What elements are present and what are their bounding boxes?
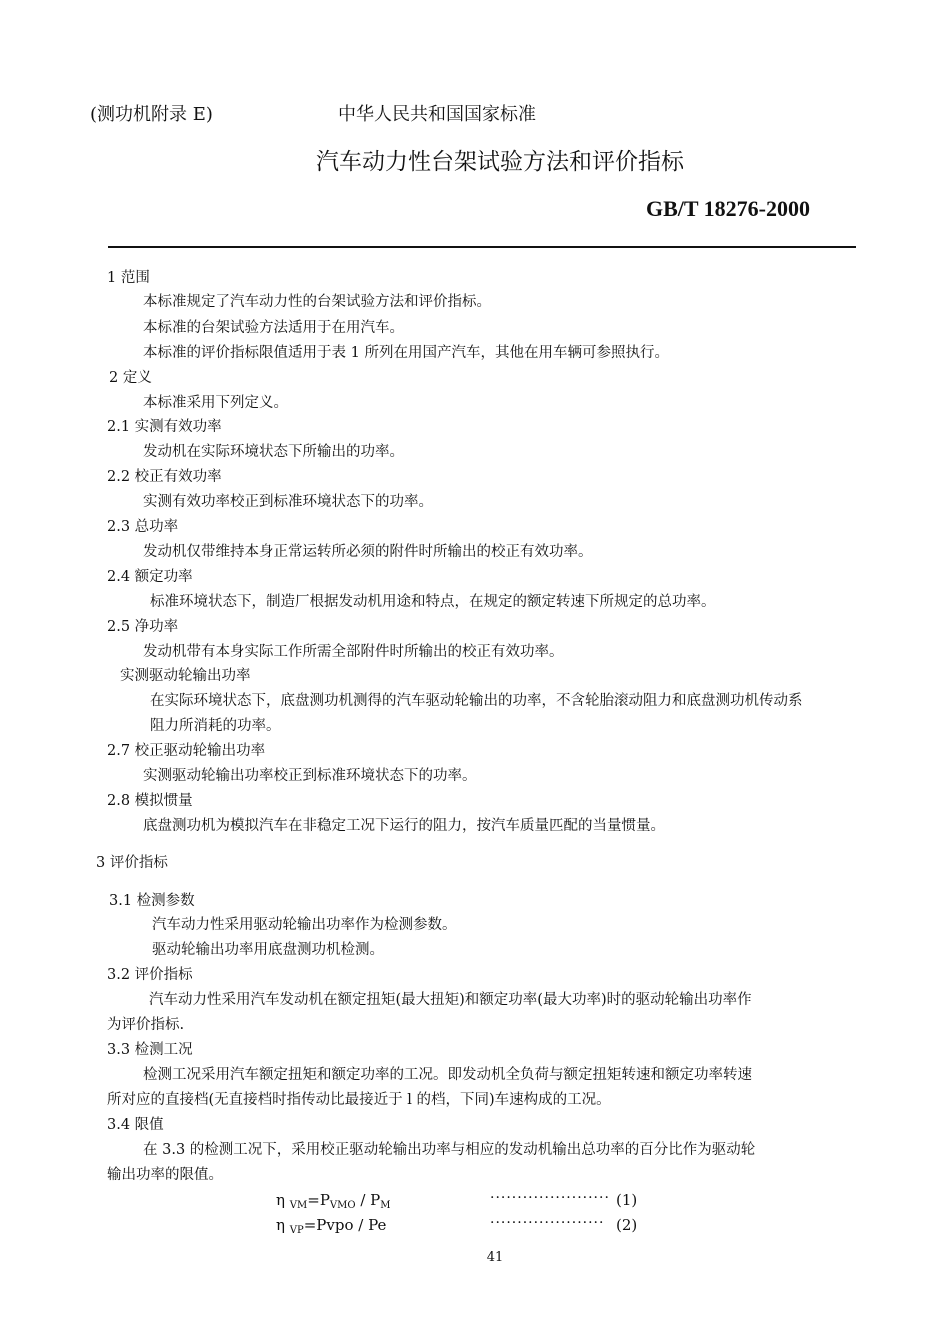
text-line: 标准环境状态下，制造厂根据发动机用途和特点，在规定的额定转速下所规定的总功率。 (150, 594, 716, 610)
equation-text: =P (307, 1191, 330, 1209)
standard-number: GB/T 18276-2000 (645, 196, 810, 221)
text-line: 阻力所消耗的功率。 (150, 718, 281, 734)
text-line: 检测工况采用汽车额定扭矩和额定功率的工况。即发动机全负荷与额定扭矩转速和额定功率转速 (143, 1067, 752, 1083)
text-line: 底盘测功机为模拟汽车在非稳定工况下运行的阻力，按汽车质量匹配的当量惯量。 (143, 818, 665, 834)
text-line: 汽车动力性采用汽车发动机在额定扭矩(最大扭矩)和额定功率(最大功率)时的驱动轮输出功率作 (149, 992, 752, 1008)
text-line: 3.4 限值 (107, 1117, 164, 1133)
text-line: 驱动轮输出功率用底盘测功机检测。 (152, 942, 384, 958)
text-line: 汽车动力性采用驱动轮输出功率作为检测参数。 (152, 917, 457, 933)
text-line: 在实际环境状态下，底盘测功机测得的汽车驱动轮输出的功率，不含轮胎滚动阻力和底盘测功机传动系 (150, 693, 803, 709)
text-line: 发动机在实际环境状态下所输出的功率。 (143, 444, 404, 460)
text-line: 实测驱动轮输出功率 (120, 668, 251, 684)
text-line: 实测驱动轮输出功率校正到标准环境状态下的功率。 (143, 768, 477, 784)
document-title: 汽车动力性台架试验方法和评价指标 (316, 149, 684, 175)
equation-text: =Pvpo / Pe (303, 1216, 387, 1234)
text-line: 2.5 净功率 (107, 619, 179, 635)
text-line: 所对应的直接档(无直接档时指传动比最接近于 l 的档，下同)车速构成的工况。 (107, 1092, 611, 1108)
national-standard-heading: 中华人民共和国国家标准 (338, 104, 536, 125)
text-line: 3.2 评价指标 (107, 967, 193, 983)
text-line: 发动机带有本身实际工作所需全部附件时所输出的校正有效功率。 (143, 644, 564, 660)
text-line: 实测有效功率校正到标准环境状态下的功率。 (143, 494, 433, 510)
equation-2-number: (2) (616, 1216, 638, 1234)
text-line: 2 定义 (109, 370, 152, 386)
equation-2-leader: ····················· (490, 1215, 605, 1231)
text-line: 发动机仅带维持本身正常运转所必须的附件时所输出的校正有效功率。 (143, 544, 593, 560)
equation-1-number: (1) (616, 1191, 638, 1209)
text-line: 本标准采用下列定义。 (143, 395, 288, 411)
equation-1-leader: ······················ (490, 1190, 610, 1206)
text-line: 本标准的评价指标限值适用于表 1 所列在用国产汽车，其他在用车辆可参照执行。 (143, 345, 669, 361)
header-divider (108, 246, 856, 248)
text-line: 在 3.3 的检测工况下，采用校正驱动轮输出功率与相应的发动机输出总功率的百分比作为驱动轮 (143, 1142, 756, 1158)
equation-2-formula (276, 1215, 386, 1241)
text-line: 3.3 检测工况 (107, 1042, 193, 1058)
text-line: 2.2 校正有效功率 (107, 469, 222, 485)
text-line: 输出功率的限值。 (107, 1167, 223, 1183)
appendix-label: (测功机附录 E) (90, 104, 213, 125)
text-line: 2.4 额定功率 (107, 569, 193, 585)
subscript: VMO (329, 1200, 356, 1211)
text-line: 2.8 模拟惯量 (107, 793, 193, 809)
subscript: M (380, 1200, 391, 1211)
eta-symbol: η (276, 1191, 285, 1209)
equation-text: / P (355, 1191, 381, 1209)
subscript: VP (289, 1225, 304, 1236)
equation-1-formula (276, 1190, 391, 1216)
text-line: 2.1 实测有效功率 (107, 419, 222, 435)
text-line: 3.1 检测参数 (109, 893, 195, 909)
text-line: 1 范围 (107, 270, 150, 286)
page-number: 41 (486, 1250, 504, 1265)
text-line: 3 评价指标 (96, 855, 168, 871)
subscript: VM (289, 1200, 308, 1211)
text-line: 为评价指标. (107, 1017, 185, 1033)
text-line: 2.7 校正驱动轮输出功率 (107, 743, 266, 759)
eta-symbol: η (276, 1216, 285, 1234)
text-line: 本标准的台架试验方法适用于在用汽车。 (143, 320, 404, 336)
text-line: 本标准规定了汽车动力性的台架试验方法和评价指标。 (143, 294, 491, 310)
text-line: 2.3 总功率 (107, 519, 179, 535)
